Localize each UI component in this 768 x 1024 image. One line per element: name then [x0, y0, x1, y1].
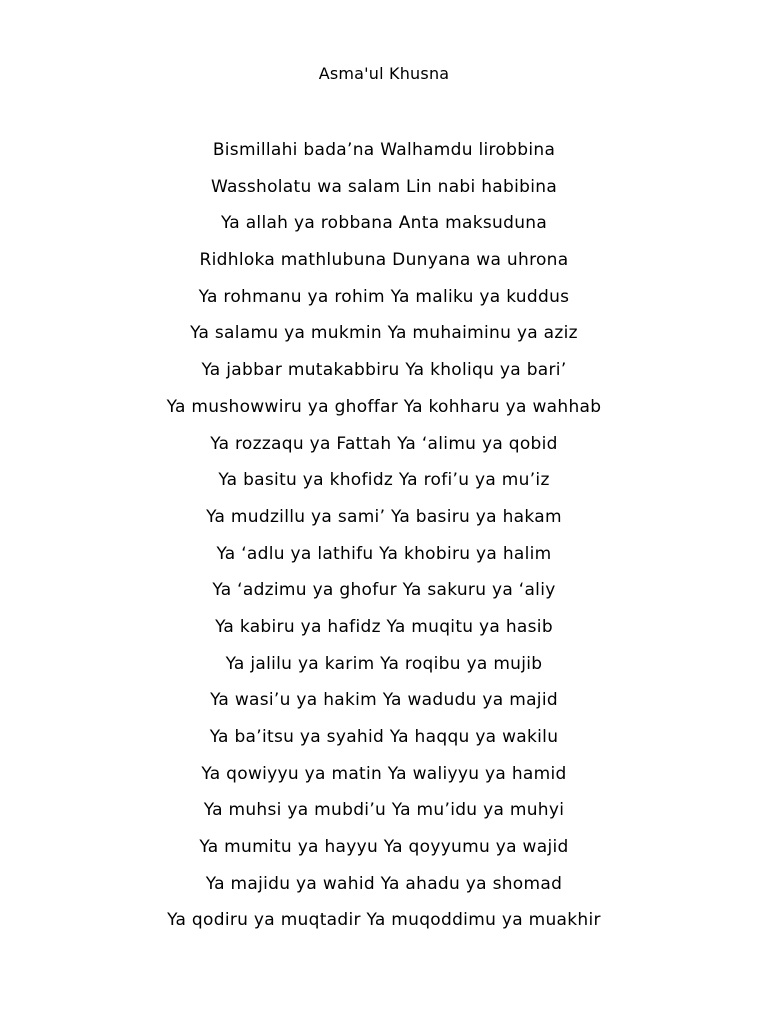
verse-line: Ya basitu ya khofidz Ya rofi’u ya mu’iz	[218, 470, 550, 491]
verse-line: Ya kabiru ya hafidz Ya muqitu ya hasib	[215, 616, 553, 637]
document-title: Asma'ul Khusna	[318, 64, 450, 83]
verse-line: Wassholatu wa salam Lin nabi habibina	[210, 176, 558, 197]
verse-line: Ya salamu ya mukmin Ya muhaiminu ya aziz	[190, 323, 578, 344]
verse-line: Ya rozzaqu ya Fattah Ya ‘alimu ya qobid	[210, 433, 558, 454]
verse-line: Ya wasi’u ya hakim Ya wadudu ya majid	[210, 690, 558, 711]
verse-line: Ya jabbar mutakabbiru Ya kholiqu ya bari’	[201, 360, 567, 381]
verse-line: Ya rohmanu ya rohim Ya maliku ya kuddus	[198, 286, 570, 307]
verse-line: Ya mudzillu ya sami’ Ya basiru ya hakam	[206, 506, 562, 527]
verse-line: Ya majidu ya wahid Ya ahadu ya shomad	[205, 873, 563, 894]
verse-line: Bismillahi bada’na Walhamdu lirobbina	[212, 140, 556, 160]
verse-line: Ya ba’itsu ya syahid Ya haqqu ya wakilu	[209, 727, 559, 747]
verse-line: Ya muhsi ya mubdi’u Ya mu’idu ya muhyi	[203, 800, 565, 821]
verse-line: Ridhloka mathlubuna Dunyana wa uhrona	[199, 250, 569, 271]
verse-line: Ya ‘adlu ya lathifu Ya khobiru ya halim	[216, 543, 552, 564]
verse-line: Ya qodiru ya muqtadir Ya muqoddimu ya muakhir	[167, 910, 601, 931]
verse-line: Ya allah ya robbana Anta maksuduna	[220, 213, 548, 234]
verse-line: Ya mushowwiru ya ghoffar Ya kohharu ya wahhab	[166, 396, 602, 417]
verse-list	[0, 139, 768, 946]
verse-line: Ya ‘adzimu ya ghofur Ya sakuru ya ‘aliy	[212, 580, 556, 601]
verse-line: Ya jalilu ya karim Ya roqibu ya mujib	[225, 653, 543, 674]
verse-line: Ya qowiyyu ya matin Ya waliyyu ya hamid	[201, 763, 567, 784]
verse-line: Ya mumitu ya hayyu Ya qoyyumu ya wajid	[199, 837, 569, 858]
